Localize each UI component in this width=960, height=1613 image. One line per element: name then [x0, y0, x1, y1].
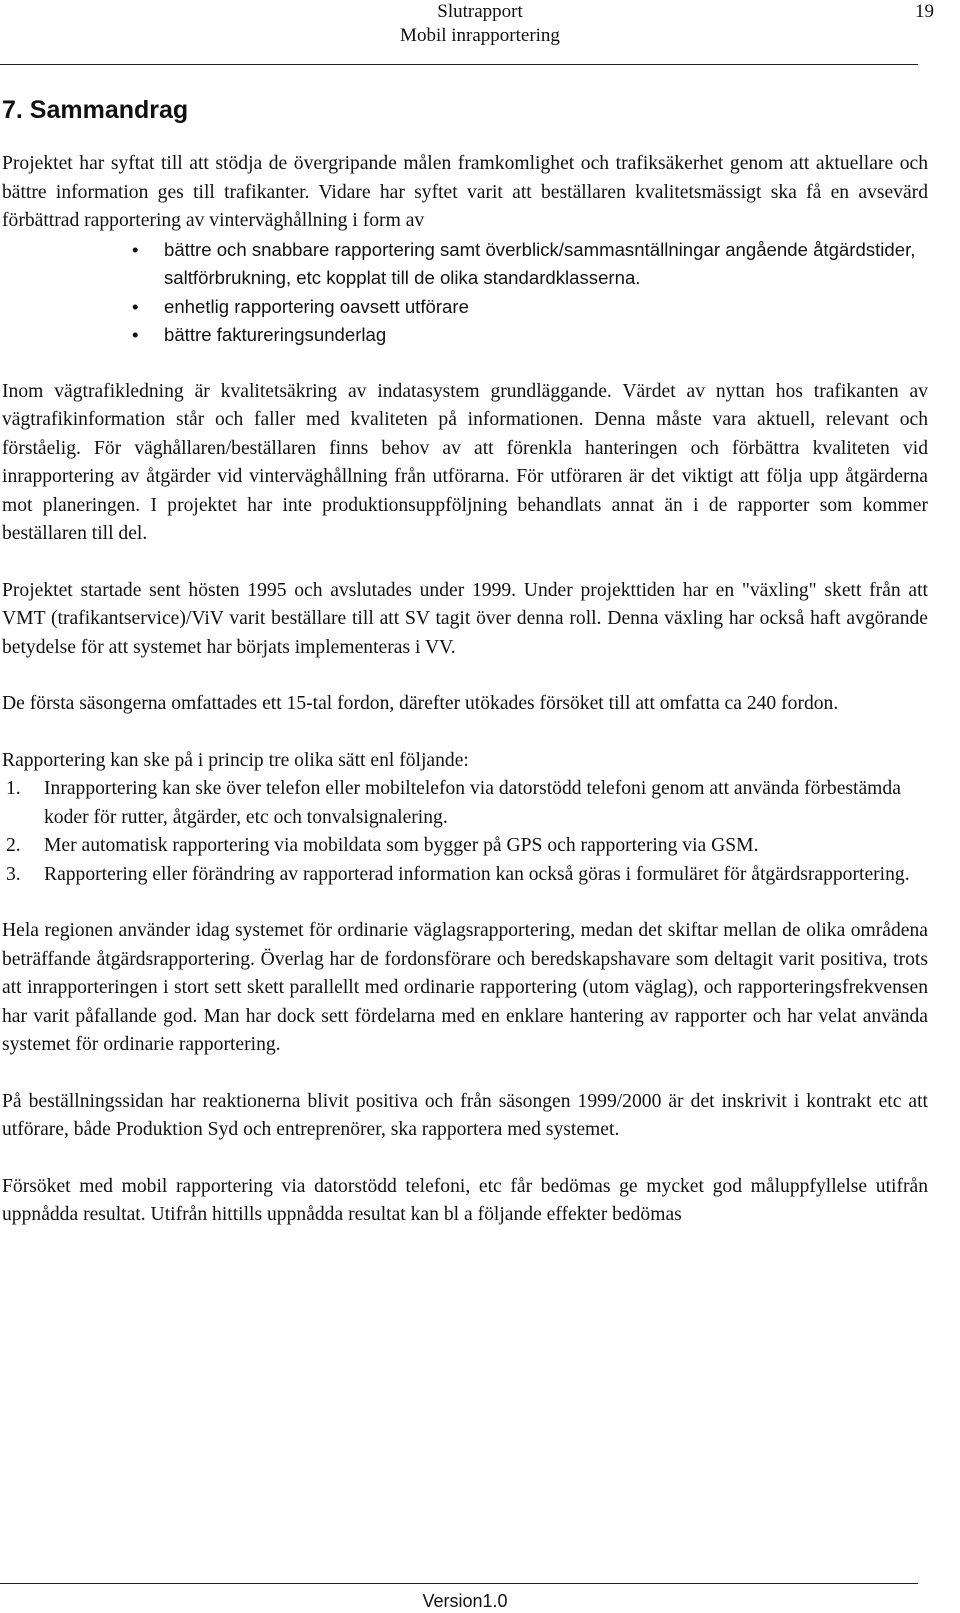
body-text — [2, 150, 928, 1258]
item-number: 2. — [6, 835, 21, 856]
bullet-item — [2, 293, 928, 322]
report-title-line1: Slutrapport — [437, 1, 523, 22]
footer-rule — [0, 1583, 918, 1584]
paragraph: De första säsongerna omfattades ett 15-tal fordon, därefter utökades försöket till att omfatta ca 240 fordon. — [2, 693, 839, 714]
bullet-marker: • — [132, 324, 139, 345]
bullet-marker: • — [132, 238, 139, 260]
item-text: Rapportering eller förändring av rapporterad information kan också göras i formuläret för åtgärdsrapportering. — [44, 863, 910, 885]
paragraph: Hela regionen använder idag systemet för ordinarie väglagsrapportering, medan det skiftar mellan de olika områdena beträffande åtgärdsrapportering. Överlag har de fordonsförare och beredskapshavare som deltagit varit positiva, trots att inrapporteringen i stort sett skett parallellt med ordinarie rapportering (utom väglag), och rapporteringsfrekvensen har varit påfallande god. Man har dock sett fördelarna med en enklare hantering av rapporter och har velat använda systemet för ordinarie rapportering. — [2, 920, 928, 1055]
bullet-item — [2, 236, 928, 293]
numbered-list — [2, 775, 928, 889]
item-number: 3. — [6, 863, 21, 885]
list-intro: Rapportering kan ske på i princip tre olika sätt enl följande: — [2, 749, 469, 771]
report-title-line2: Mobil inrapportering — [400, 25, 560, 46]
bullet-list — [2, 236, 928, 350]
header-rule — [0, 64, 918, 65]
bullet-text: bättre faktureringsunderlag — [164, 324, 387, 345]
bullet-item — [2, 321, 928, 350]
item-number: 1. — [6, 778, 21, 799]
section-heading: 7. Sammandrag — [2, 96, 189, 124]
report-title — [0, 0, 960, 48]
running-header — [0, 0, 960, 62]
bullet-text: bättre och snabbare rapportering samt överblick/sammasntällningar angående åtgärdstider, saltförbrukning, etc kopplat till de olika standardklasserna. — [164, 238, 916, 288]
numbered-item — [2, 832, 928, 861]
numbered-item — [2, 861, 928, 890]
paragraph: På beställningssidan har reaktionerna blivit positiva och från säsongen 1999/2000 är det inskrivit i kontrakt etc att utförare, både Produktion Syd och entreprenörer, ska rapportera med systemet. — [2, 1090, 928, 1140]
numbered-item — [2, 775, 928, 832]
paragraph: Inom vägtrafikledning är kvalitetsäkring av indatasystem grundläggande. Värdet av nyttan hos trafikanten av vägtrafikinformation står och faller med kvaliteten på informationen. Denna måste vara aktuell, relevant och förståelig. För väghållaren/beställaren finns behov av att förenkla hanteringen och förbättra kvaliteten vid inrapportering av åtgärder vid vinterväghållning från utförarna. För utföraren är det viktigt att följa upp åtgärderna mot planeringen. I projektet har inte produktionsuppföljning behandlats annat än i de rapporter som kommer beställaren till del. — [2, 380, 928, 544]
paragraph: Försöket med mobil rapportering via datorstödd telefoni, etc får bedömas ge mycket god måluppfyllelse utifrån uppnådda resultat. Utifrån hittills uppnådda resultat kan bl a följande effekter bedömas — [2, 1175, 928, 1225]
intro-paragraph: Projektet har syftat till att stödja de övergripande målen framkomlighet och trafiksäkerhet genom att aktuellare och bättre information ges till trafikanter. Vidare har syftet varit att beställaren kvalitetsmässigt ska få en avsevärd förbättrad rapportering av vinterväghållning i form av — [2, 153, 928, 231]
footer-version: Version1.0 — [422, 1591, 508, 1611]
paragraph: Projektet startade sent hösten 1995 och avslutades under 1999. Under projekttiden har en "växling" skett från att VMT (trafikantservice)/ViV varit beställare till att SV tagit över denna roll. Denna växling har också haft avgörande betydelse för att systemet har börjats implementeras i VV. — [2, 579, 928, 658]
bullet-text: enhetlig rapportering oavsett utförare — [164, 295, 469, 317]
item-text: Mer automatisk rapportering via mobildata som bygger på GPS och rapportering via GSM. — [44, 835, 759, 856]
item-text: Inrapportering kan ske över telefon eller mobiltelefon via datorstödd telefoni genom att använda förbestämda koder för rutter, åtgärder, etc och tonvalsignalering. — [44, 778, 901, 828]
page-number: 19 — [915, 1, 934, 22]
bullet-marker: • — [132, 295, 139, 317]
